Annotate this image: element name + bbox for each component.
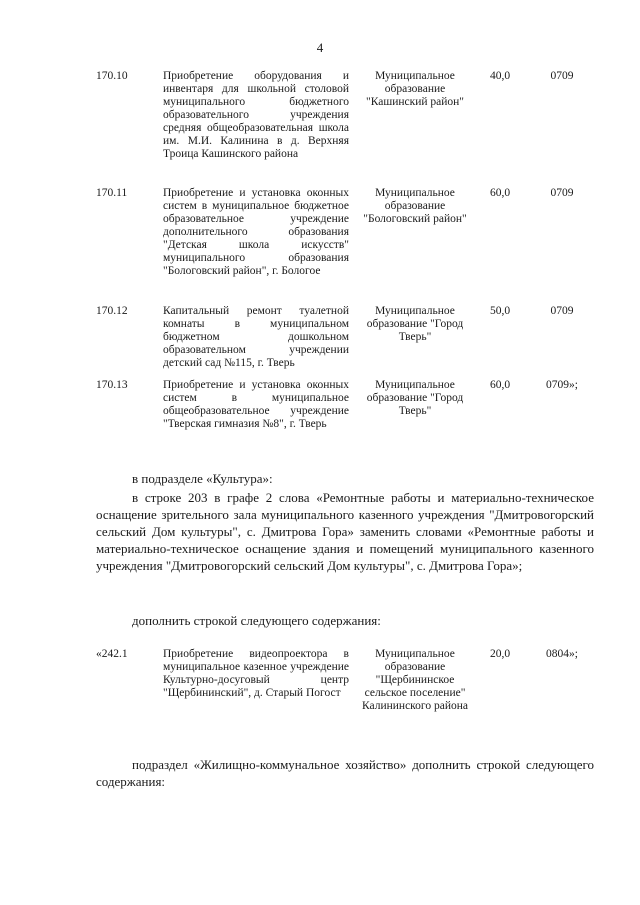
row-municipality: Муниципальное образование "Город Тверь" (366, 305, 464, 343)
row-municipality: Муниципальное образование "Кашинский район" (366, 70, 464, 108)
row-code: 0804»; (546, 648, 578, 660)
row-amount: 50,0 (489, 305, 511, 317)
row-amount: 40,0 (489, 70, 511, 82)
culture-section-heading: в подразделе «Культура»: (132, 471, 273, 486)
row-description: Приобретение и установка оконных систем в муниципальное бюджетное образовательное учреждение дополнительного образования "Детская школа искусств" муниципального образования "Бологовский район", г. Бологое (163, 187, 349, 277)
row-code: 0709»; (546, 379, 578, 391)
row-number: 170.13 (96, 379, 128, 391)
row-amount: 20,0 (489, 648, 511, 660)
row-description: Приобретение и установка оконных систем в муниципальное общеобразовательное учреждение "Тверская гимназия №8", г. Тверь (163, 379, 349, 430)
culture-section-paragraph: в строке 203 в графе 2 слова «Ремонтные работы и материально-техническое оснащение зрительного зала муниципального казенного учреждения "Дмитровогорский сельский Дом культуры", с. Дмитрова Гора» заменить словами «Ремонтные работы и материально-техническое оснащение здания и помещений муниципального казенного учреждения "Дмитровогорский сельский Дом культуры", с. Дмитрова Гора»; (96, 490, 594, 573)
row-description: Капитальный ремонт туалетной комнаты в муниципальном бюджетном дошкольном образовательном учреждении детский сад №115, г. Тверь (163, 305, 349, 369)
row-code: 0709 (550, 70, 574, 82)
row-municipality: Муниципальное образование "Бологовский район" (363, 187, 467, 225)
row-code: 0709 (550, 305, 574, 317)
row-number: 170.11 (96, 187, 128, 199)
add-row-instruction: дополнить строкой следующего содержания: (132, 613, 381, 628)
housing-section-paragraph: подраздел «Жилищно-коммунальное хозяйство» дополнить строкой следующего содержания: (96, 757, 594, 789)
page-number: 4 (316, 40, 324, 55)
row-number: «242.1 (96, 648, 128, 660)
row-code: 0709 (550, 187, 574, 199)
row-amount: 60,0 (489, 379, 511, 391)
row-number: 170.10 (96, 70, 128, 82)
row-description: Приобретение оборудования и инвентаря для школьной столовой муниципального бюджетного образовательного учреждения средняя общеобразовательная школа им. М.И. Калинина в д. Верхняя Троица Кашинского района (163, 70, 349, 160)
row-number: 170.12 (96, 305, 128, 317)
row-municipality: Муниципальное образование "Щербининское сельское поселение" Калининского района (361, 648, 468, 712)
row-amount: 60,0 (489, 187, 511, 199)
row-description: Приобретение видеопроектора в муниципальное казенное учреждение Культурно-досуговый центр "Щербининский", д. Старый Погост (163, 648, 349, 699)
row-municipality: Муниципальное образование "Город Тверь" (366, 379, 464, 417)
